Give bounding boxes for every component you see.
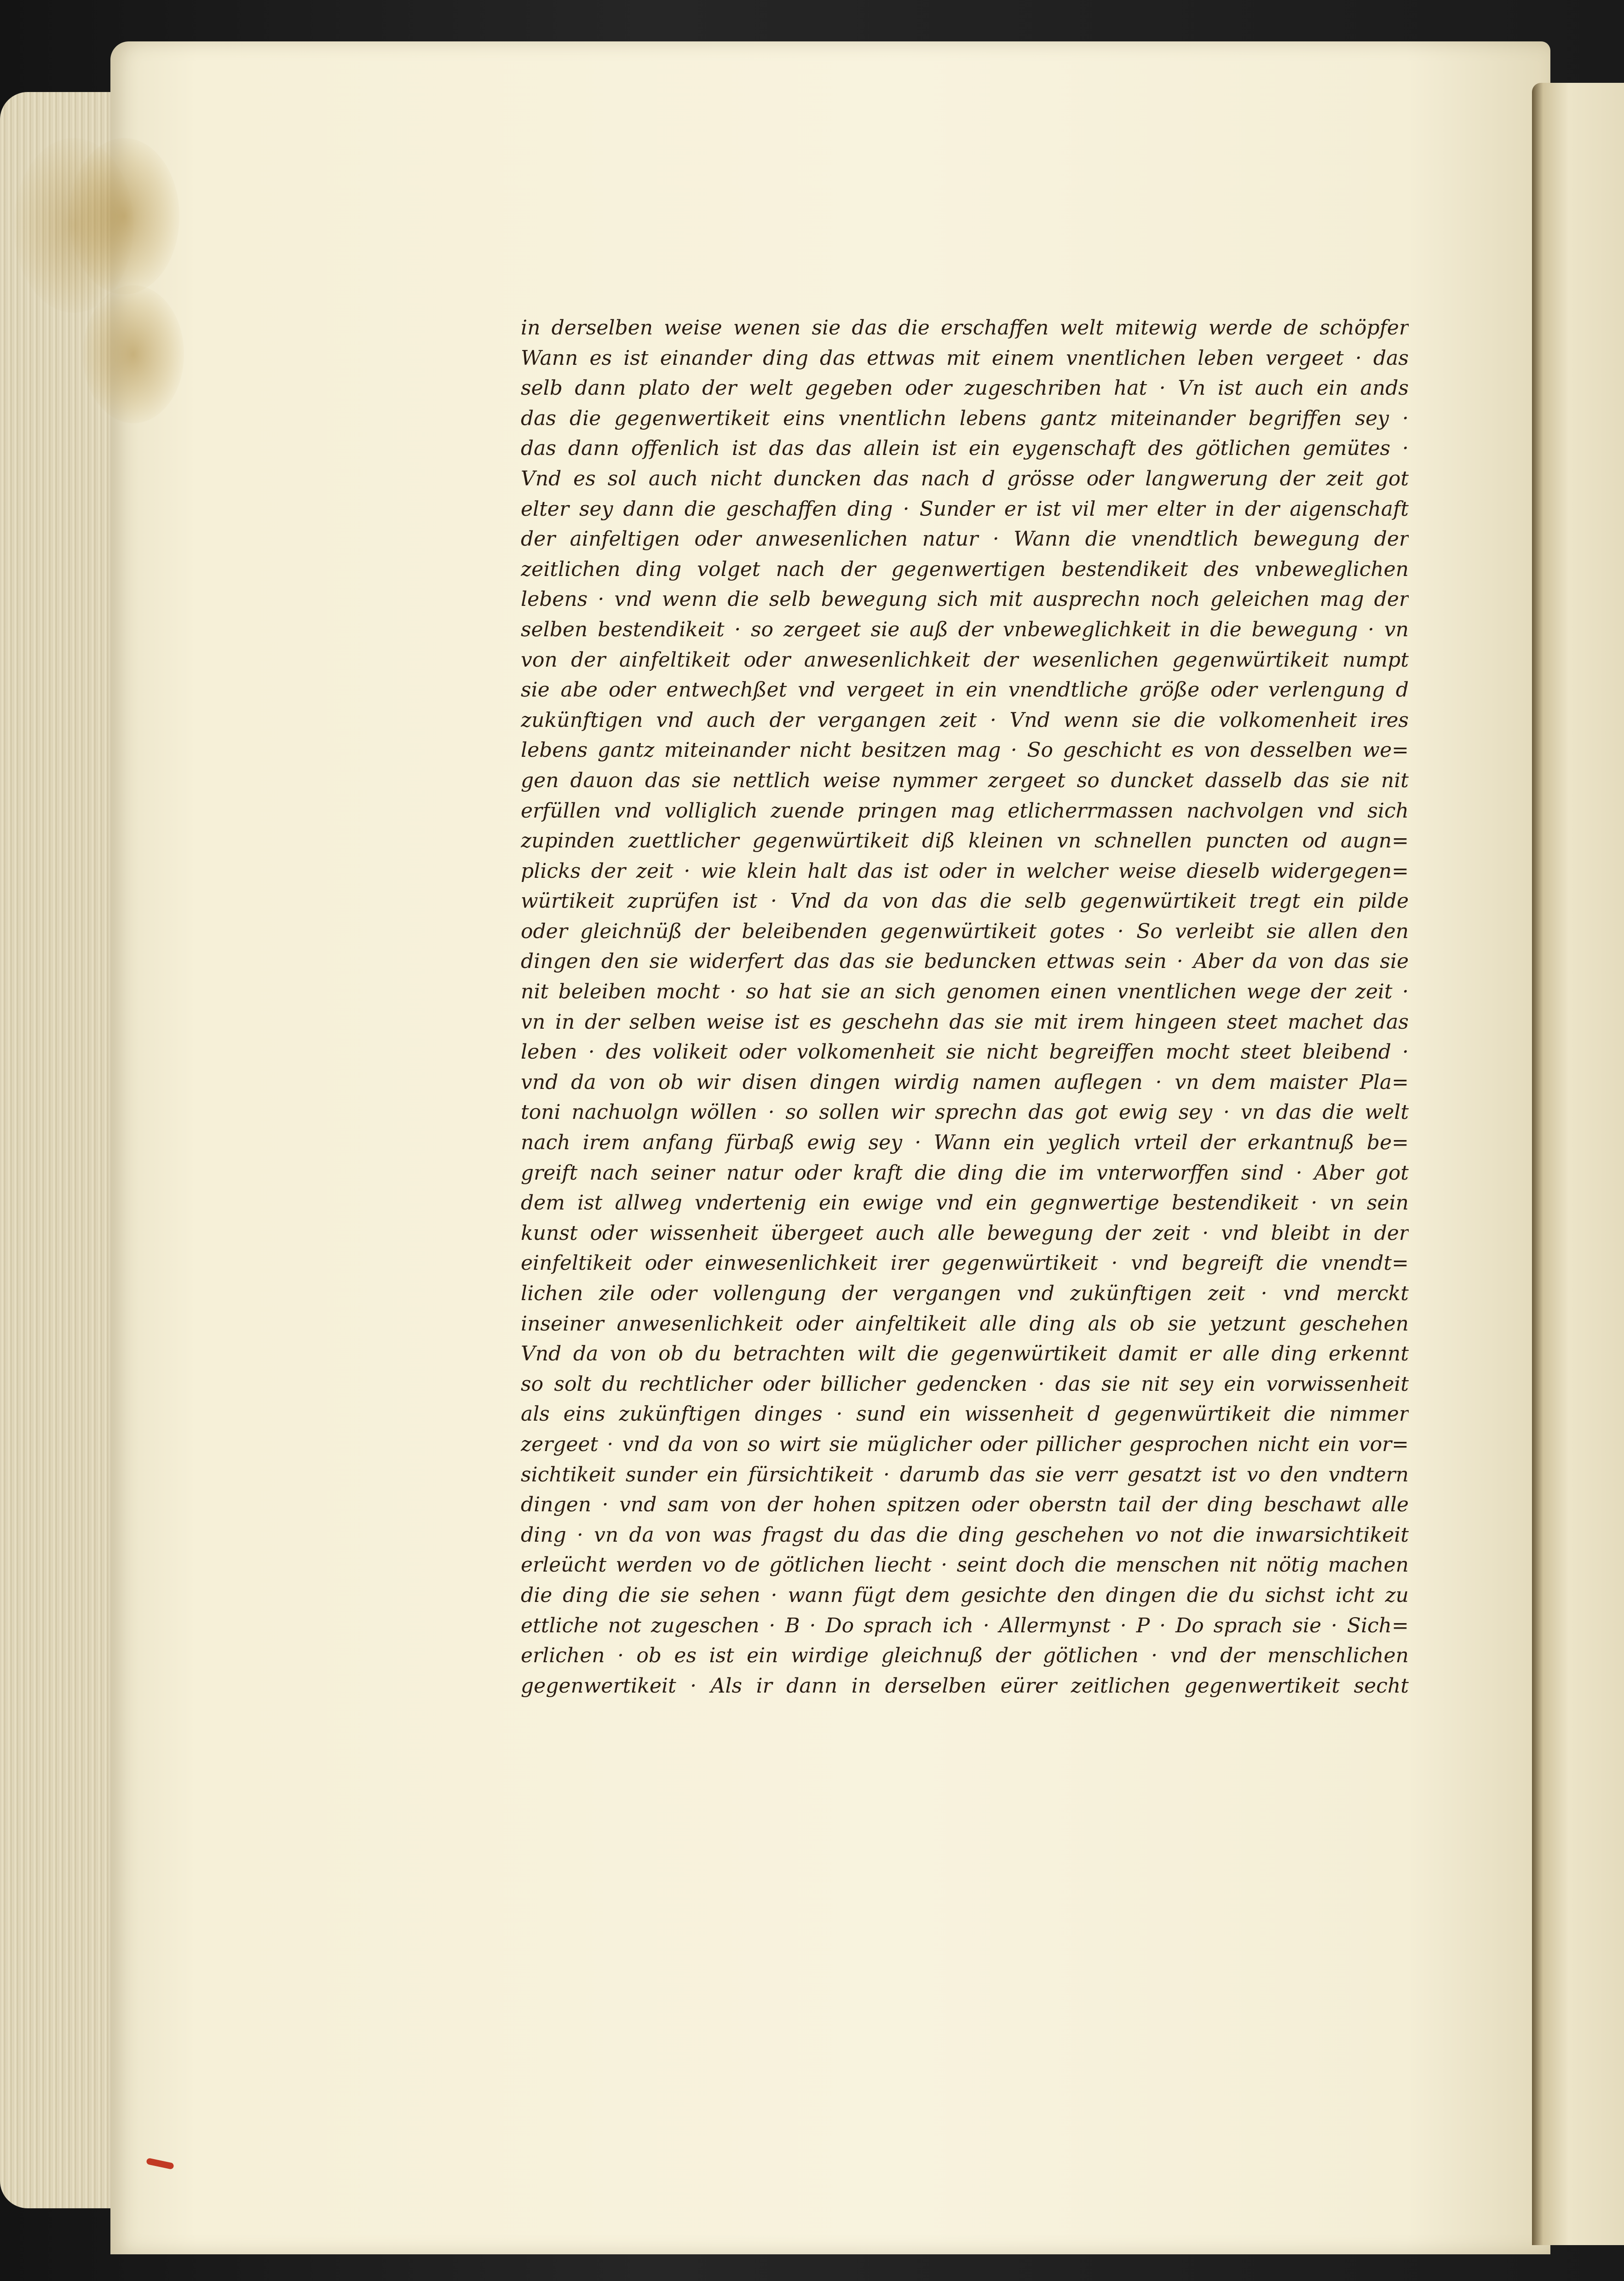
text-line: das dann offenlich ist das das allein ist ein eygenschaft des götlichen gemütes · [521,437,1409,461]
text-line: dingen · vnd sam von der hohen spitzen oder oberstn tail der ding beschawt alle [521,1493,1409,1517]
text-line: der ainfeltigen oder anwesenlichen natur · Wann die vnendtlich bewegung der [521,527,1409,551]
text-line: Wann es ist einander ding das ettwas mit einem vnentlichen leben vergeet · das [521,346,1409,370]
text-line: gen dauon das sie nettlich weise nymmer zergeet so duncket dasselb das sie nit [521,768,1409,792]
water-stain [69,138,179,294]
text-line: ettliche not zugeschen · B · Do sprach ich · Allermynst · P · Do sprach sie · Sich= [521,1613,1409,1637]
text-line: würtikeit zuprüfen ist · Vnd da von das die selb gegenwürtikeit tregt ein pilde [521,889,1409,913]
text-line: sichtikeit sunder ein fürsichtikeit · darumb das sie verr gesatzt ist vo den vndtern [521,1463,1409,1486]
text-line: lebens gantz miteinander nicht besitzen mag · So geschicht es von desselben we= [521,738,1409,762]
text-line: zukünftigen vnd auch der vergangen zeit · Vnd wenn sie die volkomenheit ires [521,708,1409,732]
text-line: zeitlichen ding volget nach der gegenwertigen bestendikeit des vnbeweglichen [521,557,1409,581]
text-line: zupinden zuettlicher gegenwürtikeit diß kleinen vn schnellen puncten od augn= [521,829,1409,853]
page-stack-edge [0,92,120,2208]
text-line: Vnd da von ob du betrachten wilt die gegenwürtikeit damit er alle ding erkennt [521,1342,1409,1366]
water-stain [83,285,184,423]
text-line: nach irem anfang fürbaß ewig sey · Wann ein yeglich vrteil der erkantnuß be= [521,1131,1409,1155]
text-line: erfüllen vnd volliglich zuende pringen mag etlicherrmassen nachvolgen vnd sich [521,799,1409,823]
text-line: dem ist allweg vndertenig ein ewige vnd ein gegnwertige bestendikeit · vn sein [521,1191,1409,1215]
text-line: elter sey dann die geschaffen ding · Sunder er ist vil mer elter in der aigenschaft [521,497,1409,521]
text-line: lebens · vnd wenn die selb bewegung sich mit ausprechn noch geleichen mag der [521,588,1409,611]
text-line: inseiner anwesenlichkeit oder ainfeltikeit alle ding als ob sie yetzunt geschehen [521,1312,1409,1336]
text-line: das die gegenwertikeit eins vnentlichn lebens gantz miteinander begriffen sey · [521,406,1409,430]
text-line: oder gleichnüß der beleibenden gegenwürtikeit gotes · So verleibt sie allen den [521,919,1409,943]
text-line: nit beleiben mocht · so hat sie an sich genomen einen vnentlichen wege der zeit · [521,980,1409,1004]
text-line: einfeltikeit oder einwesenlichkeit irer gegenwürtikeit · vnd begreift die vnendt= [521,1251,1409,1275]
text-line: toni nachuolgn wöllen · so sollen wir sprechn das got ewig sey · vn das die welt [521,1100,1409,1124]
text-line: in derselben weise wenen sie das die erschaffen welt mitewig werde de schöpfer [521,316,1409,340]
text-line: selben bestendikeit · so zergeet sie auß der vnbeweglichkeit in die bewegung · vn [521,617,1409,641]
text-line: kunst oder wissenheit übergeet auch alle bewegung der zeit · vnd bleibt in der [521,1221,1409,1245]
text-line: leben · des volikeit oder volkomenheit sie nicht begreiffen mocht steet bleibend · [521,1040,1409,1064]
text-line: erlichen · ob es ist ein wirdige gleichnuß der götlichen · vnd der menschlichen [521,1644,1409,1668]
text-line: so solt du rechtlicher oder billicher gedencken · das sie nit sey ein vorwissenheit [521,1372,1409,1396]
text-line: von der ainfeltikeit oder anwesenlichkeit der wesenlichen gegenwürtikeit numpt [521,648,1409,672]
text-line: lichen zile oder vollengung der vergangen vnd zukünftigen zeit · vnd merckt [521,1282,1409,1305]
text-line: ding · vn da von was fragst du das die ding geschehen vo not die inwarsichtikeit [521,1523,1409,1547]
text-line: sie abe oder entwechßet vnd vergeet in ein vnendtliche größe oder verlengung d [521,678,1409,702]
text-line: gegenwertikeit · Als ir dann in derselben eürer zeitlichen gegenwertikeit secht [521,1674,1409,1698]
text-line: erleücht werden vo de götlichen liecht · seint doch die menschen nit nötig machen [521,1553,1409,1577]
text-line: zergeet · vnd da von so wirt sie müglicher oder pillicher gesprochen nicht ein vor= [521,1432,1409,1456]
facing-page-edge [1532,83,1624,2245]
text-line: selb dann plato der welt gegeben oder zugeschriben hat · Vn ist auch ein ands [521,376,1409,400]
text-line: dingen den sie widerfert das das sie beduncken ettwas sein · Aber da von das sie [521,950,1409,973]
text-line: Vnd es sol auch nicht duncken das nach d grösse oder langwerung der zeit got [521,467,1409,490]
text-line: greift nach seiner natur oder kraft die ding die im vnterworffen sind · Aber got [521,1161,1409,1185]
manuscript-text [521,313,1409,1701]
text-line: plicks der zeit · wie klein halt das ist oder in welcher weise dieselb widergegen= [521,859,1409,883]
text-line: die ding die sie sehen · wann fügt dem gesichte den dingen die du sichst icht zu [521,1583,1409,1607]
text-line: vn in der selben weise ist es geschehn das sie mit irem hingeen steet machet das [521,1010,1409,1034]
text-line: als eins zukünftigen dinges · sund ein wissenheit d gegenwürtikeit die nimmer [521,1402,1409,1426]
text-line: vnd da von ob wir disen dingen wirdig namen auflegen · vn dem maister Pla= [521,1070,1409,1094]
